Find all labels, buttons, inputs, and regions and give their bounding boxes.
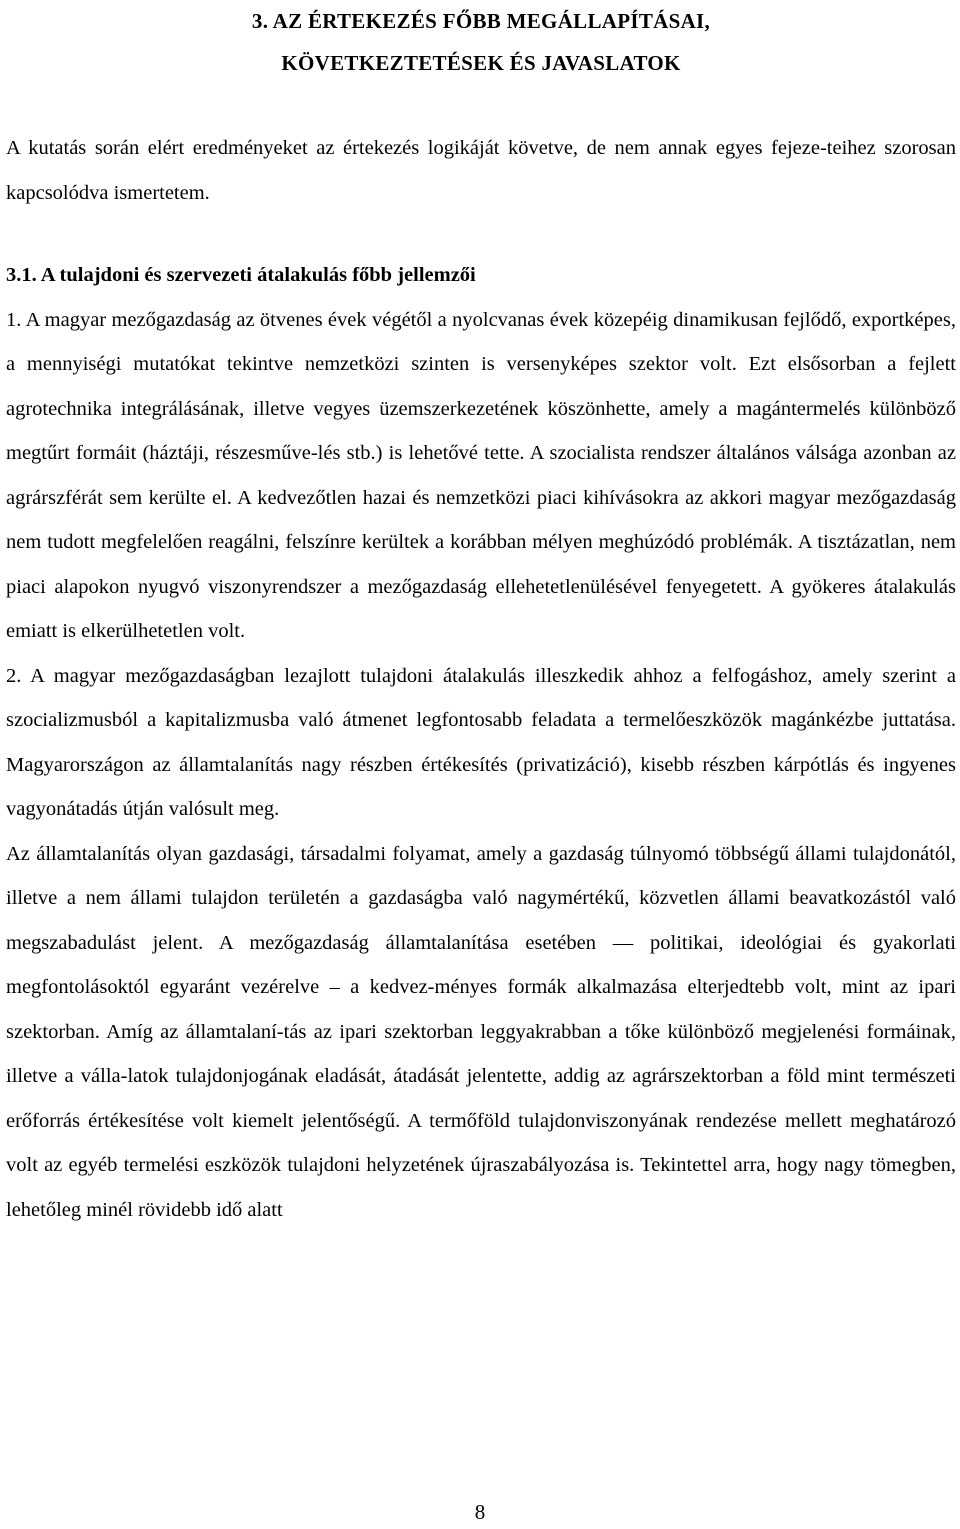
document-page xyxy=(6,0,956,1232)
chapter-heading-line-1: 3. AZ ÉRTEKEZÉS FŐBB MEGÁLLAPÍTÁSAI, xyxy=(251,9,711,33)
body-paragraph-1: 1. A magyar mezőgazdaság az ötvenes évek végétől a nyolcvanas évek közepéig dinamikusan fejlődő, exportképes, a mennyiségi mutatókat tekintve nemzetközi szinten is versenyképes szektor volt. Ezt elsősorban a fejlett agrotechnika integrálásának, illetve vegyes üzemszerkezetének köszönhette, amely a magántermelés különböző megtűrt formáit (háztáji, részesműve-lés stb.) is lehetővé tette. A szocialista rendszer általános válsága azonban az agrárszférát sem kerülte el. A kedvezőtlen hazai és nemzetközi piaci kihívásokra az akkori magyar mezőgazdaság nem tudott megfelelően reagálni, felszínre kerültek a korábban mélyen meghúzódó problémák. A tisztázatlan, nem piaci alapokon nyugvó viszonyrendszer a mezőgazdaság ellehetetlenülésével fenyegetett. A gyökeres átalakulás emiatt is elkerülhetetlen volt. xyxy=(6,308,956,642)
body-paragraph-3: Az államtalanítás olyan gazdasági, társadalmi folyamat, amely a gazdaság túlnyomó többségű állami tulajdonától, illetve a nem állami tulajdon területén a gazdaságba való nagymértékű, közvetlen állami beavatkozástól való megszabadulást jelent. A mezőgazdaság államtalanítása esetében — politikai, ideológiai és gyakorlati megfontolásoktól egyaránt vezérelve – a kedvez-ményes formák alkalmazása elterjedtebb volt, mint az ipari szektorban. Amíg az államtalaní-tás az ipari szektorban leggyakrabban a tőke különböző megjelenési formáinak, illetve a válla-latok tulajdonjogának eladását, átadását jelentette, addig az agrárszektorban a föld mint természeti erőforrás értékesítése volt kiemelt jelentőségű. A termőföld tulajdonviszonyának rendezése mellett meghatározó volt az egyéb termelési eszközök tulajdoni helyzetének újraszabályozása is. Tekintettel arra, hogy nagy tömegben, lehetőleg minél rövidebb idő alatt xyxy=(6,842,956,1221)
body-paragraph-2: 2. A magyar mezőgazdaságban lezajlott tulajdoni átalakulás illeszkedik ahhoz a felfogáshoz, amely szerint a szocializmusból a kapitalizmusba való átmenet legfontosabb feladata a termelőeszközök magánkézbe juttatása. Magyarországon az államtalanítás nagy részben értékesítés (privatizáció), kisebb részben kárpótlás és ingyenes vagyonátadás útján valósult meg. xyxy=(6,664,956,820)
chapter-heading xyxy=(6,0,956,84)
page-number: 8 xyxy=(474,1500,486,1524)
chapter-heading-line-2: KÖVETKEZTETÉSEK ÉS JAVASLATOK xyxy=(281,51,681,75)
section-heading: 3.1. A tulajdoni és szervezeti átalakulás főbb jellemzői xyxy=(6,264,476,286)
intro-paragraph: A kutatás során elért eredményeket az értekezés logikáját követve, de nem annak egyes fejeze-teihez szorosan kapcsolódva ismertetem. xyxy=(6,137,956,204)
